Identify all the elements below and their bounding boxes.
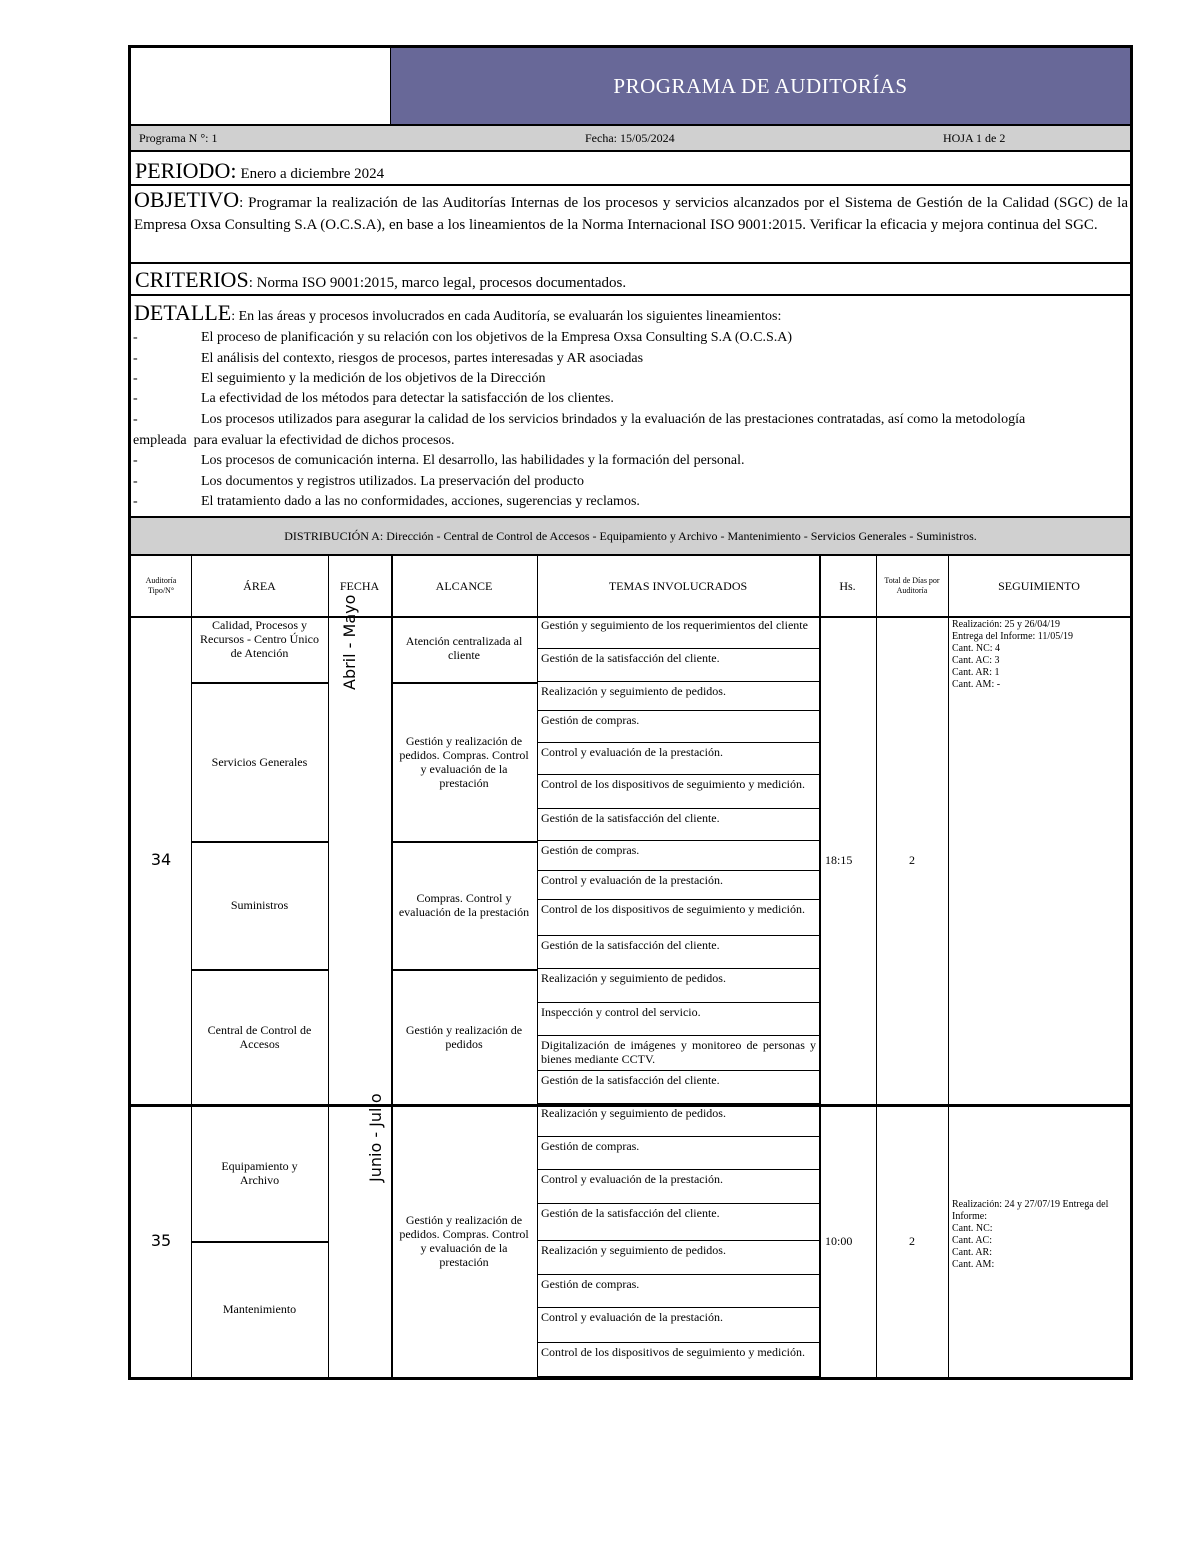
detalle-item — [133, 371, 1128, 391]
detalle-item-text: Los procesos de comunicación interna. El desarrollo, las habilidades y la formación del personal. — [201, 453, 745, 468]
column-header-fecha: FECHA — [339, 579, 380, 593]
periodo-section — [131, 152, 1130, 186]
page-title-text: PROGRAMA DE AUDITORÍAS — [613, 73, 908, 98]
column-header-alcance: ALCANCE — [435, 579, 493, 593]
audit-total-days: 2 — [909, 853, 915, 867]
detalle-item — [133, 474, 1128, 494]
audit-followup — [952, 619, 1128, 709]
area-name: Calidad, Procesos y Recursos - Centro Único de Atención — [200, 618, 319, 660]
topic-row: Inspección y control del servicio. — [538, 1003, 819, 1036]
grid-line — [948, 556, 949, 1377]
periodo-text: Enero a diciembre 2024 — [240, 166, 385, 182]
topic-row: Control de los dispositivos de seguimiento y medición. — [538, 775, 819, 809]
followup-line: Cant. AC: — [952, 1235, 993, 1246]
program-number: Programa N °: 1 — [139, 131, 218, 145]
detalle-item-text: El seguimiento y la medición de los objetivos de la Dirección — [201, 371, 546, 386]
bullet-dash: - — [133, 453, 138, 468]
bullet-dash: - — [133, 351, 138, 366]
area-scope: Gestión y realización de pedidos. Compras. Control y evaluación de la prestación — [399, 733, 529, 790]
topic-row: Gestión de compras. — [538, 841, 819, 871]
bullet-dash: - — [133, 412, 138, 427]
followup-line: Realización: 25 y 26/04/19 — [952, 619, 1061, 630]
detalle-item-continuation: empleada para evaluar la efectividad de dichos procesos. — [133, 433, 455, 448]
detalle-item-text: El análisis del contexto, riesgos de procesos, partes interesadas y AR asociadas — [201, 351, 644, 366]
audit-date: Junio - Julio — [366, 1093, 385, 1182]
detalle-intro: : En las áreas y procesos involucrados en cada Auditoría, se evaluarán los siguientes lineamientos: — [231, 309, 782, 324]
detalle-item — [133, 351, 1128, 371]
periodo-label: PERIODO: — [135, 158, 237, 183]
followup-line: Cant. AM: — [952, 1259, 995, 1270]
column-header-hs: Hs. — [839, 579, 856, 593]
audit-hours: 18:15 — [825, 853, 853, 867]
detalle-item-text: Los documentos y registros utilizados. La preservación del producto — [201, 474, 584, 489]
topic-row: Gestión de compras. — [538, 1137, 819, 1170]
topic-row: Control y evaluación de la prestación. — [538, 1170, 819, 1204]
detalle-item — [133, 412, 1128, 432]
detalle-heading — [134, 300, 781, 326]
detalle-item-text: Los procesos utilizados para asegurar la calidad de los servicios brindados y la evaluación de las prestaciones contratadas, así como la metodología — [201, 412, 1026, 427]
detalle-label: DETALLE — [134, 300, 232, 325]
topic-row: Gestión de la satisfacción del cliente. — [538, 649, 819, 682]
area-scope: Atención centralizada al cliente — [405, 634, 523, 662]
detalle-item — [133, 453, 1128, 473]
audit-number: 35 — [150, 1230, 172, 1250]
area-name: Suministros — [230, 898, 289, 912]
area-scope: Gestión y realización de pedidos. Compras. Control y evaluación de la prestación — [399, 1212, 529, 1269]
audit-followup — [952, 1199, 1128, 1289]
audit-total-days: 2 — [909, 1233, 915, 1248]
topic-row: Control y evaluación de la prestación. — [538, 1308, 819, 1343]
objetivo-label: OBJETIVO — [134, 187, 240, 212]
detalle-item-text: La efectividad de los métodos para detectar la satisfacción de los clientes. — [201, 391, 614, 406]
topic-row: Realización y seguimiento de pedidos. — [538, 682, 819, 711]
topic-row: Gestión de la satisfacción del cliente. — [538, 936, 819, 969]
distribucion-text: DISTRIBUCIÓN A: Dirección - Central de Control de Accesos - Equipamiento y Archivo - Mantenimiento - Servicios Generales - Suministros. — [284, 528, 977, 543]
sheet-number: HOJA 1 de 2 — [943, 131, 1006, 145]
followup-line: Cant. AR: — [952, 1247, 993, 1258]
area-name: Equipamiento y Archivo — [221, 1158, 298, 1187]
topic-row: Control de los dispositivos de seguimiento y medición. — [538, 1343, 819, 1377]
followup-line: Cant. AC: 3 — [952, 655, 1000, 666]
distribucion-bar — [131, 516, 1130, 556]
area-name: Mantenimiento — [222, 1302, 297, 1316]
bullet-dash: - — [133, 494, 138, 509]
topic-row: Digitalización de imágenes y monitoreo de personas y bienes mediante CCTV. — [538, 1036, 819, 1071]
objetivo-text: : Programar la realización de las Auditorías Internas de los procesos y servicios alcanzados por el Sistema de Gestión de la Calidad (SGC) de la Empresa Oxsa Consulting S.A (O.C.S.A), en base a los lineamientos de la Norma Internacional ISO 9001:2015. Verificar la eficacia y mejora continua del SGC. — [134, 195, 1128, 233]
topic-row: Gestión de la satisfacción del cliente. — [538, 809, 819, 841]
area-scope: Gestión y realización de pedidos — [405, 1022, 523, 1051]
topic-row: Gestión de compras. — [538, 1275, 819, 1308]
followup-line: Cant. NC: 4 — [952, 643, 1001, 654]
column-header-auditoria: Auditoría Tipo/N° — [145, 576, 177, 595]
topic-row: Control de los dispositivos de seguimiento y medición. — [538, 900, 819, 936]
topic-row: Realización y seguimiento de pedidos. — [538, 1104, 819, 1137]
topic-row: Gestión de la satisfacción del cliente. — [538, 1204, 819, 1241]
topic-row: Control y evaluación de la prestación. — [538, 871, 819, 900]
column-header-seguimiento: SEGUIMIENTO — [998, 579, 1080, 593]
page-title — [391, 48, 1130, 124]
detalle-section — [131, 296, 1130, 516]
detalle-item — [133, 330, 1128, 350]
criterios-text: : Norma ISO 9001:2015, marco legal, procesos documentados. — [248, 275, 627, 291]
criterios-label: CRITERIOS — [135, 267, 249, 292]
objetivo-section — [131, 186, 1130, 264]
topic-row: Realización y seguimiento de pedidos. — [538, 1241, 819, 1275]
followup-line: Cant. AM: - — [952, 679, 1001, 690]
detalle-item-text: El tratamiento dado a las no conformidades, acciones, sugerencias y reclamos. — [201, 494, 640, 509]
area-name: Central de Control de Accesos — [207, 1022, 312, 1051]
detalle-item — [133, 391, 1128, 411]
criterios-section — [131, 264, 1130, 296]
column-header-temas: TEMAS INVOLUCRADOS — [608, 579, 748, 593]
detalle-item — [133, 494, 1128, 514]
followup-line: Cant. NC: — [952, 1223, 993, 1234]
topic-row: Realización y seguimiento de pedidos. — [538, 969, 819, 1003]
bullet-dash: - — [133, 474, 138, 489]
topic-row: Gestión de compras. — [538, 711, 819, 743]
followup-line: Cant. AR: 1 — [952, 667, 1000, 678]
topic-row: Gestión y seguimiento de los requerimientos del cliente — [538, 616, 819, 649]
program-info-bar — [131, 124, 1130, 152]
topic-row: Control y evaluación de la prestación. — [538, 743, 819, 775]
followup-line: Realización: 24 y 27/07/19 Entrega del Informe: — [952, 1199, 1109, 1222]
detalle-item-text: El proceso de planificación y su relación con los objetivos de la Empresa Oxsa Consulting S.A (O.C.S.A) — [201, 330, 793, 345]
program-date: Fecha: 15/05/2024 — [585, 131, 675, 145]
column-header-area: ÁREA — [243, 579, 276, 593]
followup-line: Entrega del Informe: 11/05/19 — [952, 631, 1073, 642]
bullet-dash: - — [133, 391, 138, 406]
area-scope: Compras. Control y evaluación de la prestación — [398, 891, 530, 919]
bullet-dash: - — [133, 330, 138, 345]
audit-hours: 10:00 — [825, 1233, 853, 1248]
area-name: Servicios Generales — [211, 754, 308, 769]
bullet-dash: - — [133, 371, 138, 386]
audit-number: 34 — [150, 850, 172, 869]
topic-row: Gestión de la satisfacción del cliente. — [538, 1071, 819, 1104]
grid-line — [328, 556, 329, 1377]
title-divider — [390, 48, 391, 124]
audit-date: Abril - Mayo — [340, 594, 359, 690]
column-header-total: Total de Días por Auditoría — [884, 576, 940, 595]
